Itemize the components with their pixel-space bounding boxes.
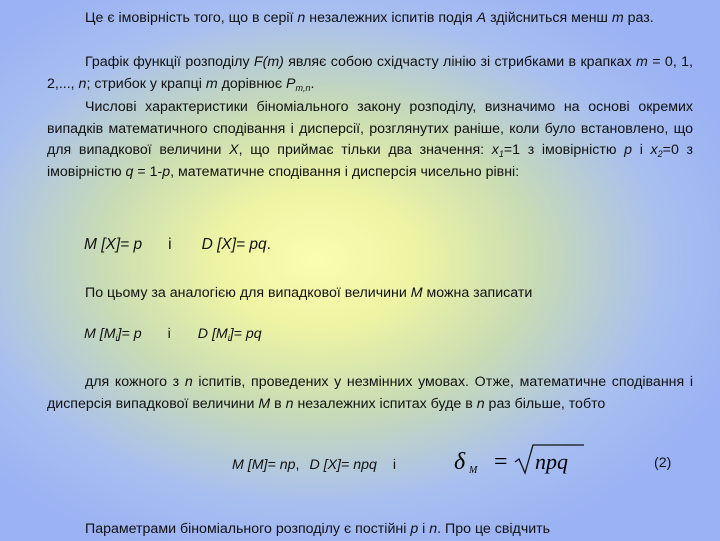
var-m: m xyxy=(611,10,624,26)
var-n: n xyxy=(285,395,294,412)
formula-part: M [M xyxy=(84,326,116,342)
formula-mean: M [X]= p xyxy=(84,236,143,253)
paragraph-distribution-graph xyxy=(47,52,693,95)
text: Параметрами біноміального розподілу є постійні xyxy=(85,521,411,537)
text: являє собою східчасту лінію зі стрибками в крапках xyxy=(283,54,637,70)
conjunction: і xyxy=(392,457,397,473)
var-m: m xyxy=(636,54,648,70)
formula-part: D [M xyxy=(197,326,228,342)
text: раз більше, тобто xyxy=(484,395,606,412)
paragraph-analogy xyxy=(47,283,693,305)
var-Fm: F(m) xyxy=(253,54,284,70)
subscript-i: i xyxy=(227,333,230,343)
text: =1 з імовірністю xyxy=(503,142,625,158)
text: здійсниться менш xyxy=(486,10,612,26)
text: іспитів, проведених у незмінних умовах. Отже, математичне сподівання і дисперсія випадкової величини xyxy=(47,374,693,412)
text: і xyxy=(632,142,651,158)
text: . xyxy=(266,236,271,253)
paragraph-numeric-characteristics xyxy=(47,97,693,183)
var-X: X xyxy=(229,142,239,158)
text: Графік функції розподілу xyxy=(85,54,254,70)
delta-subscript: M xyxy=(469,465,478,476)
var-M: M xyxy=(410,285,423,301)
var-n: n xyxy=(297,10,306,26)
conjunction: і xyxy=(168,236,172,253)
text: незалежних іспитах буде в xyxy=(293,395,477,412)
text: раз. xyxy=(623,10,654,26)
formula-variance-npq: D [X]= npq xyxy=(309,457,377,473)
formula-part: ]= p xyxy=(117,326,142,342)
formula-mean-np: M [M]= np xyxy=(232,457,296,473)
text: ; стрибок у крапці xyxy=(86,75,206,92)
text: , що приймає тільки два значення: xyxy=(238,142,492,158)
formula-variance: D [X]= pq xyxy=(201,236,267,253)
text: . Про це свідчить xyxy=(437,521,551,537)
text: По цьому за аналогією для випадкової величини xyxy=(85,285,411,301)
formula-std-deviation xyxy=(452,442,592,482)
equation-number: (2) xyxy=(654,455,672,471)
text: можна записати xyxy=(422,285,533,301)
text: і xyxy=(418,521,430,537)
var-n: n xyxy=(184,374,193,390)
delta-symbol: δ xyxy=(454,449,466,475)
var-p: p xyxy=(410,521,419,537)
var-p: p xyxy=(162,163,171,180)
var-m: m xyxy=(205,75,218,92)
text: Це є імовірність того, що в серії xyxy=(85,10,298,26)
paragraph-n-trials xyxy=(47,372,693,415)
formula-part: ]= pq xyxy=(229,326,262,342)
conjunction: і xyxy=(167,326,171,342)
text: для кожного з xyxy=(85,374,185,390)
subscript-i: i xyxy=(115,333,118,343)
text: дорівнює xyxy=(217,75,287,92)
var-x1: x xyxy=(491,142,499,158)
var-n: n xyxy=(476,395,485,412)
formula-mi xyxy=(84,326,262,342)
text: =0 з імовірністю xyxy=(47,142,694,180)
text: = 1- xyxy=(133,163,163,180)
text: = 0, 1, 2,..., xyxy=(47,54,693,92)
text: в xyxy=(270,395,286,412)
text: . xyxy=(310,75,315,92)
text: Числові характеристики біноміального закону розподілу, визначимо на основі окремих випадків математичного сподівання і дисперсії, розглянутих раніше, коли було встановлено, що для випадкової величини xyxy=(47,99,693,158)
subscript-1: 1 xyxy=(498,149,504,159)
formula-binomial xyxy=(232,457,396,473)
var-p: p xyxy=(624,142,633,158)
paragraph-parameters xyxy=(47,519,693,541)
text: , xyxy=(295,457,300,473)
var-x2: x xyxy=(650,142,658,158)
formula-mean-variance xyxy=(84,236,271,254)
text: , математичне сподівання і дисперсія чисельно рівні: xyxy=(170,163,520,180)
equals-sign: = xyxy=(494,449,508,475)
radicand-npq: npq xyxy=(535,449,568,474)
subscript-mn: m,n xyxy=(295,82,311,93)
var-P: P xyxy=(286,75,296,92)
text: незалежних іспитів подія xyxy=(305,10,477,26)
var-n: n xyxy=(78,75,87,92)
var-A: A xyxy=(476,10,487,26)
var-M: M xyxy=(258,395,271,412)
subscript-2: 2 xyxy=(657,149,663,159)
paragraph-probability xyxy=(47,8,693,30)
var-q: q xyxy=(125,163,134,180)
var-n: n xyxy=(429,521,438,537)
